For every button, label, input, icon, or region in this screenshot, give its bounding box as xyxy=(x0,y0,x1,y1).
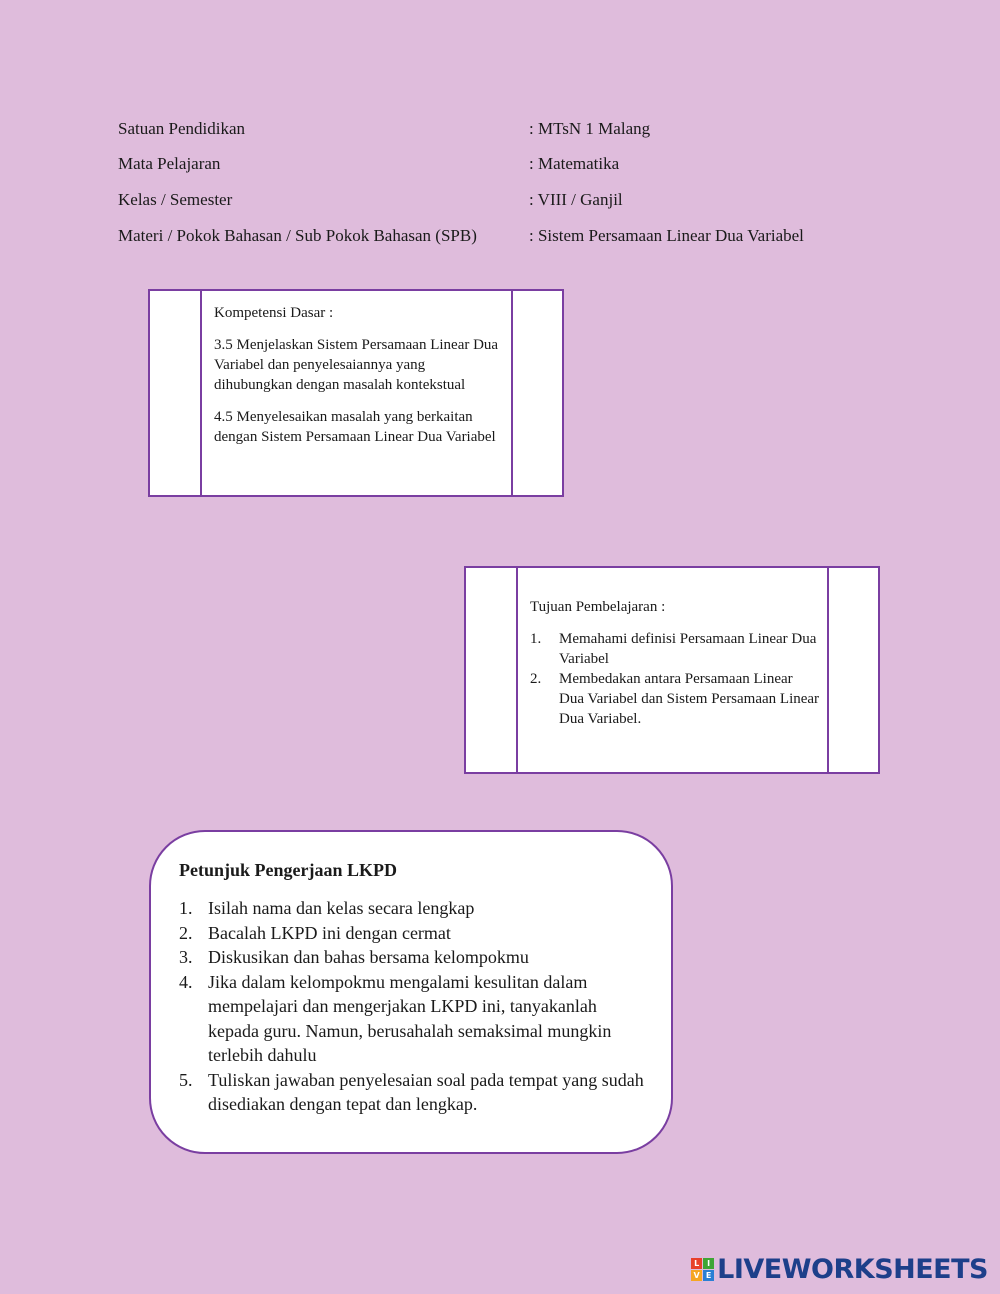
list-item xyxy=(179,970,649,1068)
list-text: Tuliskan jawaban penyelesaian soal pada tempat yang sudah disediakan dengan tepat dan lengkap. xyxy=(208,1069,644,1114)
kompetensi-dasar-box xyxy=(148,289,564,497)
list-text: Membedakan antara Persamaan Linear Dua Variabel dan Sistem Persamaan Linear Dua Variabel. xyxy=(559,671,820,727)
info-value-mapel: : Matematika xyxy=(529,154,620,173)
list-text: Isilah nama dan kelas secara lengkap xyxy=(208,898,475,918)
list-item xyxy=(179,896,649,921)
info-label-satuan: Satuan Pendidikan xyxy=(118,119,246,138)
info-value-kelas: : VIII / Ganjil xyxy=(529,190,623,209)
info-value-materi: : Sistem Persamaan Linear Dua Variabel xyxy=(529,226,804,245)
kompetensi-content xyxy=(214,303,504,459)
list-item xyxy=(179,945,649,970)
list-item xyxy=(530,629,820,669)
list-item xyxy=(179,1068,649,1117)
info-label-kelas: Kelas / Semester xyxy=(118,190,233,209)
logo-letter: V xyxy=(691,1270,702,1281)
list-number: 2. xyxy=(530,671,542,687)
list-text: Diskusikan dan bahas bersama kelompokmu xyxy=(208,947,529,967)
list-number: 1. xyxy=(179,898,193,918)
tujuan-pembelajaran-box xyxy=(464,566,880,774)
info-label-materi: Materi / Pokok Bahasan / Sub Pokok Bahasan (SPB) xyxy=(118,226,477,245)
petunjuk-box xyxy=(149,830,673,1154)
list-number: 5. xyxy=(179,1069,193,1090)
list-text: Bacalah LKPD ini dengan cermat xyxy=(208,922,451,943)
list-item xyxy=(530,669,820,729)
box-divider xyxy=(200,291,202,495)
list-number: 1. xyxy=(530,631,542,647)
box-divider xyxy=(827,568,829,772)
liveworksheets-logo-text: LIVEWORKSHEETS xyxy=(717,1253,988,1285)
list-text: Jika dalam kelompokmu mengalami kesulitan dalam mempelajari dan mengerjakan LKPD ini, tanyakanlah kepada guru. Namun, berusahalah semaksimal mungkin terlebih dahulu xyxy=(208,971,612,1065)
kompetensi-title: Kompetensi Dasar : xyxy=(214,305,334,321)
box-divider xyxy=(511,291,513,495)
liveworksheets-logo[interactable] xyxy=(691,1254,988,1284)
kompetensi-item: 3.5 Menjelaskan Sistem Persamaan Linear Dua Variabel dan penyelesaiannya yang dihubungkan dengan masalah kontekstual xyxy=(214,337,499,393)
info-value-satuan: : MTsN 1 Malang xyxy=(529,119,651,138)
tujuan-content xyxy=(530,597,820,729)
list-number: 2. xyxy=(179,922,193,943)
box-divider xyxy=(516,568,518,772)
logo-letter: E xyxy=(703,1270,714,1281)
kompetensi-item: 4.5 Menyelesaikan masalah yang berkaitan dengan Sistem Persamaan Linear Dua Variabel xyxy=(214,409,496,445)
petunjuk-title: Petunjuk Pengerjaan LKPD xyxy=(179,860,397,880)
list-number: 3. xyxy=(179,947,193,967)
tujuan-list xyxy=(530,629,820,729)
list-item xyxy=(179,921,649,946)
list-number: 4. xyxy=(179,971,193,992)
logo-letter: I xyxy=(703,1258,714,1269)
petunjuk-list xyxy=(179,896,649,1117)
logo-letter: L xyxy=(691,1258,702,1269)
list-text: Memahami definisi Persamaan Linear Dua Variabel xyxy=(559,631,817,667)
tujuan-title: Tujuan Pembelajaran : xyxy=(530,599,666,615)
liveworksheets-logo-icon xyxy=(691,1258,714,1281)
info-label-mapel: Mata Pelajaran xyxy=(118,154,221,173)
